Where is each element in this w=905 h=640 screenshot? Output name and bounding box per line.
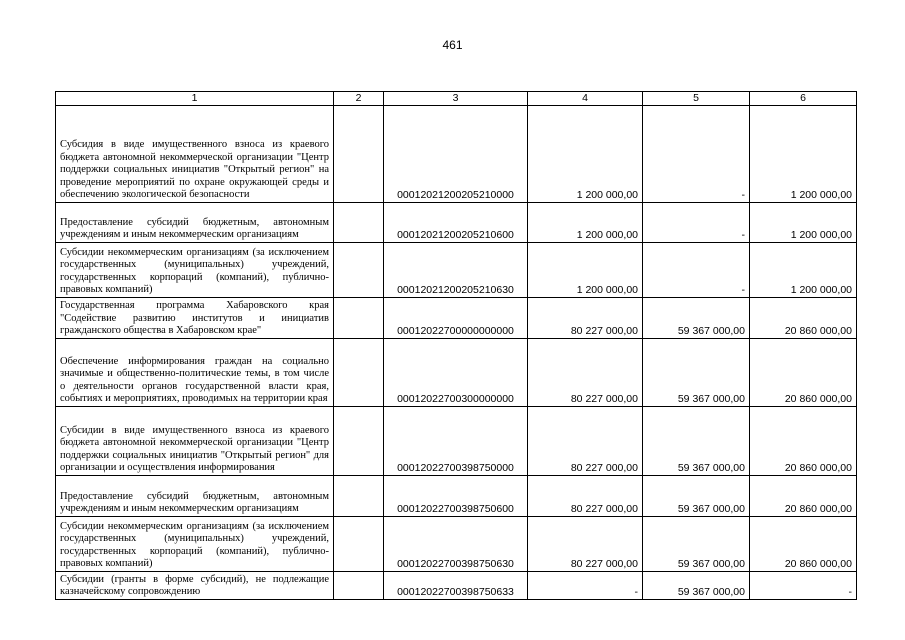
row-value-col6: 20 860 000,00 bbox=[750, 298, 857, 339]
column-header: 4 bbox=[528, 92, 643, 106]
row-code: 00012021200205210600 bbox=[384, 203, 528, 243]
row-value-col6: 1 200 000,00 bbox=[750, 243, 857, 298]
row-value-col6: 20 860 000,00 bbox=[750, 407, 857, 476]
row-name: Субсидия в виде имущественного взноса из краевого бюджета автономной некоммерческой организации "Центр поддержки социальных инициатив "Открытый регион" на проведение мероприятий по охране окружающей среды и обеспечению экологической безопасности bbox=[56, 106, 334, 203]
row-value-col4: 80 227 000,00 bbox=[528, 298, 643, 339]
row-value-col5: 59 367 000,00 bbox=[643, 476, 750, 517]
table-row bbox=[56, 476, 857, 517]
table-row bbox=[56, 203, 857, 243]
row-name: Предоставление субсидий бюджетным, автономным учреждениям и иным некоммерческим организациям bbox=[56, 476, 334, 517]
budget-table bbox=[55, 91, 857, 600]
column-header: 2 bbox=[334, 92, 384, 106]
header-row bbox=[56, 92, 857, 106]
column-header: 5 bbox=[643, 92, 750, 106]
row-name: Субсидии (гранты в форме субсидий), не подлежащие казначейскому сопровождению bbox=[56, 572, 334, 600]
row-name: Субсидии некоммерческим организациям (за исключением государственных (муниципальных) учреждений, государственных корпораций (компаний), публично-правовых компаний) bbox=[56, 243, 334, 298]
row-code: 00012022700398750000 bbox=[384, 407, 528, 476]
row-value-col4: 80 227 000,00 bbox=[528, 517, 643, 572]
column-header: 6 bbox=[750, 92, 857, 106]
row-col2 bbox=[334, 203, 384, 243]
row-code: 00012022700398750630 bbox=[384, 517, 528, 572]
table-row bbox=[56, 572, 857, 600]
row-value-col5: - bbox=[643, 243, 750, 298]
row-value-col6: 1 200 000,00 bbox=[750, 203, 857, 243]
row-value-col4: 1 200 000,00 bbox=[528, 243, 643, 298]
row-value-col6: 20 860 000,00 bbox=[750, 339, 857, 407]
row-value-col6: 20 860 000,00 bbox=[750, 517, 857, 572]
row-value-col4: 80 227 000,00 bbox=[528, 339, 643, 407]
row-code: 00012022700300000000 bbox=[384, 339, 528, 407]
row-value-col5: - bbox=[643, 106, 750, 203]
row-code: 00012021200205210630 bbox=[384, 243, 528, 298]
row-value-col4: 1 200 000,00 bbox=[528, 106, 643, 203]
row-value-col5: 59 367 000,00 bbox=[643, 517, 750, 572]
page-number: 461 bbox=[442, 38, 463, 52]
column-header: 1 bbox=[56, 92, 334, 106]
row-value-col6: 20 860 000,00 bbox=[750, 476, 857, 517]
row-value-col5: 59 367 000,00 bbox=[643, 298, 750, 339]
table-row bbox=[56, 407, 857, 476]
table-row bbox=[56, 517, 857, 572]
table-row bbox=[56, 106, 857, 203]
row-value-col5: 59 367 000,00 bbox=[643, 339, 750, 407]
row-value-col6: - bbox=[750, 572, 857, 600]
row-code: 00012021200205210000 bbox=[384, 106, 528, 203]
table-row bbox=[56, 298, 857, 339]
row-value-col5: 59 367 000,00 bbox=[643, 407, 750, 476]
row-code: 00012022700398750633 bbox=[384, 572, 528, 600]
table-row bbox=[56, 339, 857, 407]
row-value-col5: - bbox=[643, 203, 750, 243]
row-col2 bbox=[334, 572, 384, 600]
row-code: 00012022700398750600 bbox=[384, 476, 528, 517]
row-code: 00012022700000000000 bbox=[384, 298, 528, 339]
row-col2 bbox=[334, 243, 384, 298]
row-value-col4: 80 227 000,00 bbox=[528, 407, 643, 476]
row-col2 bbox=[334, 476, 384, 517]
row-col2 bbox=[334, 106, 384, 203]
row-name: Субсидии некоммерческим организациям (за исключением государственных (муниципальных) учреждений, государственных корпораций (компаний), публично-правовых компаний) bbox=[56, 517, 334, 572]
row-value-col6: 1 200 000,00 bbox=[750, 106, 857, 203]
row-col2 bbox=[334, 339, 384, 407]
row-value-col5: 59 367 000,00 bbox=[643, 572, 750, 600]
row-name: Субсидии в виде имущественного взноса из краевого бюджета автономной некоммерческой организации "Центр поддержки социальных инициатив "Открытый регион" для организации и осуществления информирования bbox=[56, 407, 334, 476]
row-col2 bbox=[334, 517, 384, 572]
row-name: Государственная программа Хабаровского края "Содействие развитию институтов и инициатив гражданского общества в Хабаровском крае" bbox=[56, 298, 334, 339]
table-row bbox=[56, 243, 857, 298]
row-col2 bbox=[334, 298, 384, 339]
row-value-col4: - bbox=[528, 572, 643, 600]
row-col2 bbox=[334, 407, 384, 476]
row-value-col4: 1 200 000,00 bbox=[528, 203, 643, 243]
row-name: Предоставление субсидий бюджетным, автономным учреждениям и иным некоммерческим организациям bbox=[56, 203, 334, 243]
row-value-col4: 80 227 000,00 bbox=[528, 476, 643, 517]
column-header: 3 bbox=[384, 92, 528, 106]
row-name: Обеспечение информирования граждан на социально значимые и общественно-политические темы, в том числе о деятельности органов государственной власти края, событиях и мероприятиях, проводимых на территории края bbox=[56, 339, 334, 407]
